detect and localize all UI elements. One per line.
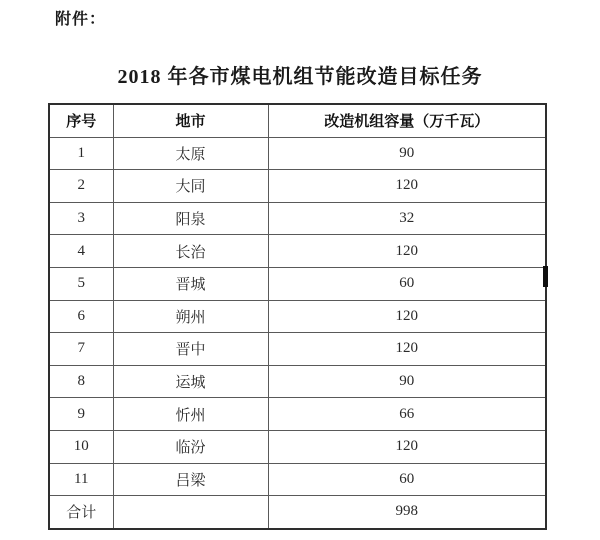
row-city-cell	[113, 496, 268, 529]
row-capacity-cell: 60	[268, 463, 546, 496]
row-index-cell: 8	[49, 365, 113, 398]
row-index-cell: 3	[49, 202, 113, 235]
row-capacity-cell: 60	[268, 267, 546, 300]
row-capacity-cell: 90	[268, 137, 546, 170]
table-row	[49, 365, 546, 398]
row-index-cell: 5	[49, 267, 113, 300]
table-row	[49, 333, 546, 366]
table-row	[49, 202, 546, 235]
row-city-cell: 运城	[113, 365, 268, 398]
row-city-cell: 晋城	[113, 267, 268, 300]
row-index-cell: 合计	[49, 496, 113, 529]
table-row	[49, 267, 546, 300]
page-title: 2018 年各市煤电机组节能改造目标任务	[117, 66, 483, 88]
table-row	[49, 137, 546, 170]
row-city-cell: 吕梁	[113, 463, 268, 496]
table-row	[49, 463, 546, 496]
row-index-cell: 11	[49, 463, 113, 496]
row-city-cell: 阳泉	[113, 202, 268, 235]
row-city-cell: 晋中	[113, 333, 268, 366]
table-row	[49, 430, 546, 463]
row-capacity-cell: 32	[268, 202, 546, 235]
row-index-cell: 10	[49, 430, 113, 463]
row-city-cell: 太原	[113, 137, 268, 170]
row-city-cell: 大同	[113, 170, 268, 203]
row-capacity-cell: 120	[268, 300, 546, 333]
header-capacity: 改造机组容量（万千瓦）	[268, 104, 546, 137]
table-row	[49, 300, 546, 333]
row-city-cell: 临汾	[113, 430, 268, 463]
row-capacity-cell: 120	[268, 170, 546, 203]
header-city: 地市	[113, 104, 268, 137]
row-index-cell: 1	[49, 137, 113, 170]
table-header	[49, 104, 546, 137]
row-capacity-cell: 120	[268, 430, 546, 463]
table-row	[49, 496, 546, 529]
row-city-cell: 忻州	[113, 398, 268, 431]
row-capacity-cell: 120	[268, 333, 546, 366]
row-capacity-cell: 90	[268, 365, 546, 398]
row-capacity-cell: 998	[268, 496, 546, 529]
row-index-cell: 7	[49, 333, 113, 366]
table-row	[49, 398, 546, 431]
row-city-cell: 长治	[113, 235, 268, 268]
row-index-cell: 6	[49, 300, 113, 333]
print-artifact-mark	[543, 266, 548, 287]
row-index-cell: 4	[49, 235, 113, 268]
row-capacity-cell: 66	[268, 398, 546, 431]
row-city-cell: 朔州	[113, 300, 268, 333]
header-index: 序号	[49, 104, 113, 137]
table-row	[49, 235, 546, 268]
targets-table	[48, 103, 547, 530]
header-row	[49, 104, 546, 137]
row-index-cell: 2	[49, 170, 113, 203]
attachment-label: 附件：	[55, 11, 107, 28]
table-row	[49, 170, 546, 203]
row-index-cell: 9	[49, 398, 113, 431]
table-body	[49, 137, 546, 529]
row-capacity-cell: 120	[268, 235, 546, 268]
